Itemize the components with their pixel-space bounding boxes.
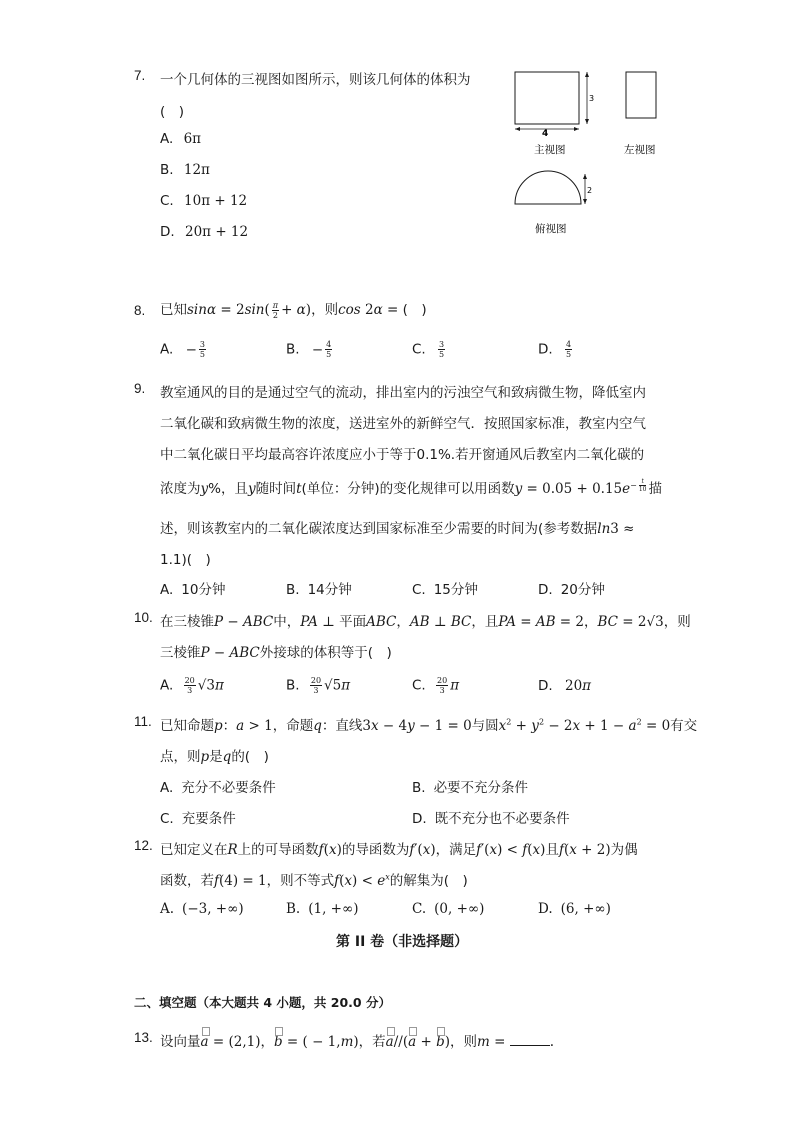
q8-option-c[interactable]: C. $\frac{3}{5}$ bbox=[412, 340, 445, 359]
q9-line4: 浓度为y%，且y随时间t(单位：分钟)的变化规律可以用函数$y = 0.05 + 0.15e^{- \frac{t}{10}}$ 描 bbox=[160, 477, 662, 497]
q10-option-d[interactable]: D. 20π bbox=[538, 678, 592, 694]
q8-number: 8. bbox=[134, 303, 146, 318]
q11-option-c[interactable]: C. 充要条件 bbox=[160, 811, 236, 827]
q10-option-b[interactable]: B. $\frac{20}{3}$ √5π bbox=[286, 676, 351, 695]
q9-option-d[interactable]: D. 20分钟 bbox=[538, 582, 605, 598]
three-view-figure bbox=[505, 66, 670, 241]
q7-option-c[interactable]: C. 10π + 12 bbox=[160, 193, 248, 209]
q9-option-a[interactable]: A. 10分钟 bbox=[160, 582, 226, 598]
q8-option-a[interactable]: A. − $\frac{3}{5}$ bbox=[160, 340, 205, 359]
q13-stem: 设向量 a = (2,1)， b = ( − 1,m)，若 a//( a + b)，则m = . bbox=[160, 1030, 554, 1050]
part-two-title: 第 II 卷（非选择题） bbox=[336, 934, 469, 950]
q7-option-a[interactable]: A. 6π bbox=[160, 131, 202, 147]
front-view-rect bbox=[515, 72, 579, 124]
q9-line5: 述，则该教室内的二氧化碳浓度达到国家标准至少需要的时间为(参考数据ln3 ≈ bbox=[160, 521, 635, 537]
q10-line2: 三棱锥P − ABC外接球的体积等于( ) bbox=[160, 645, 392, 661]
q12-number: 12. bbox=[134, 838, 153, 853]
q12-line1: 已知定义在R上的可导函数f(x)的导函数为f′(x)，满足f′(x) < f(x)且f(x + 2)为偶 bbox=[160, 842, 638, 858]
q7-option-b[interactable]: B. 12π bbox=[160, 162, 210, 178]
q7-option-d[interactable]: D. 20π + 12 bbox=[160, 224, 249, 240]
q12-option-c[interactable]: C. (0, +∞) bbox=[412, 901, 485, 917]
q10-number: 10. bbox=[134, 610, 153, 625]
q9-line2: 二氧化碳和致病微生物的浓度，送进室外的新鲜空气．按照国家标准，教室内空气 bbox=[160, 416, 646, 432]
q8-stem: 已知sinα = 2sin( $\frac{\pi}{2}$ + α)，则cos 2α = ( ) bbox=[160, 300, 427, 320]
q12-option-d[interactable]: D. (6, +∞) bbox=[538, 901, 611, 917]
q7-paren: ( ) bbox=[160, 104, 185, 120]
q11-line2: 点，则p是q的( ) bbox=[160, 749, 269, 765]
q8-option-b[interactable]: B. − $\frac{4}{5}$ bbox=[286, 340, 332, 359]
q9-line6: 1.1)( ) bbox=[160, 552, 211, 568]
dim-width-label: 4 bbox=[542, 129, 549, 139]
q12-option-a[interactable]: A. (−3, +∞) bbox=[160, 901, 244, 917]
top-view-semicircle bbox=[515, 171, 581, 204]
q13-number: 13. bbox=[134, 1030, 153, 1045]
q11-line1: 已知命题p：a > 1，命题q：直线3x − 4y − 1 = 0与圆$x^2 + y^2 - 2x + 1 - a^2 = 0$有交 bbox=[160, 717, 698, 734]
q9-option-c[interactable]: C. 15分钟 bbox=[412, 582, 478, 598]
dim-radius-label: 2 bbox=[587, 186, 593, 195]
q11-option-d[interactable]: D. 既不充分也不必要条件 bbox=[412, 811, 570, 827]
q7-number: 7. bbox=[134, 68, 146, 83]
q8-option-d[interactable]: D. $\frac{4}{5}$ bbox=[538, 340, 572, 359]
q12-option-b[interactable]: B. (1, +∞) bbox=[286, 901, 359, 917]
q9-line3: 中二氧化碳日平均最高容许浓度应小于等于0.1%.若开窗通风后教室内二氧化碳的 bbox=[160, 447, 645, 463]
q13-answer-blank[interactable] bbox=[510, 1033, 550, 1046]
q11-number: 11. bbox=[134, 714, 152, 729]
q10-line1: 在三棱锥P − ABC中，PA ⊥ 平面ABC，AB ⊥ BC，且PA = AB = 2，BC = 2√3，则 bbox=[160, 614, 691, 630]
front-view-label: 主视图 bbox=[534, 144, 566, 156]
side-view-label: 左视图 bbox=[624, 144, 656, 156]
dim-height-label: 3 bbox=[589, 94, 595, 103]
q11-option-a[interactable]: A. 充分不必要条件 bbox=[160, 780, 276, 796]
q9-option-b[interactable]: B. 14分钟 bbox=[286, 582, 352, 598]
q7-stem: 一个几何体的三视图如图所示，则该几何体的体积为 bbox=[160, 72, 471, 88]
q9-number: 9. bbox=[134, 381, 146, 396]
q10-option-c[interactable]: C. $\frac{20}{3}$ π bbox=[412, 676, 460, 695]
side-view-rect bbox=[626, 72, 656, 118]
q12-line2: 函数，若f(4) = 1，则不等式$f(x) < e^x$的解集为( ) bbox=[160, 872, 468, 889]
q11-option-b[interactable]: B. 必要不充分条件 bbox=[412, 780, 529, 796]
q9-line1: 教室通风的目的是通过空气的流动，排出室内的污浊空气和致病微生物，降低室内 bbox=[160, 385, 646, 401]
section-two-heading: 二、填空题（本大题共 4 小题，共 20.0 分） bbox=[134, 995, 391, 1010]
q10-option-a[interactable]: A. $\frac{20}{3}$ √3π bbox=[160, 676, 224, 695]
top-view-label: 俯视图 bbox=[535, 223, 567, 235]
